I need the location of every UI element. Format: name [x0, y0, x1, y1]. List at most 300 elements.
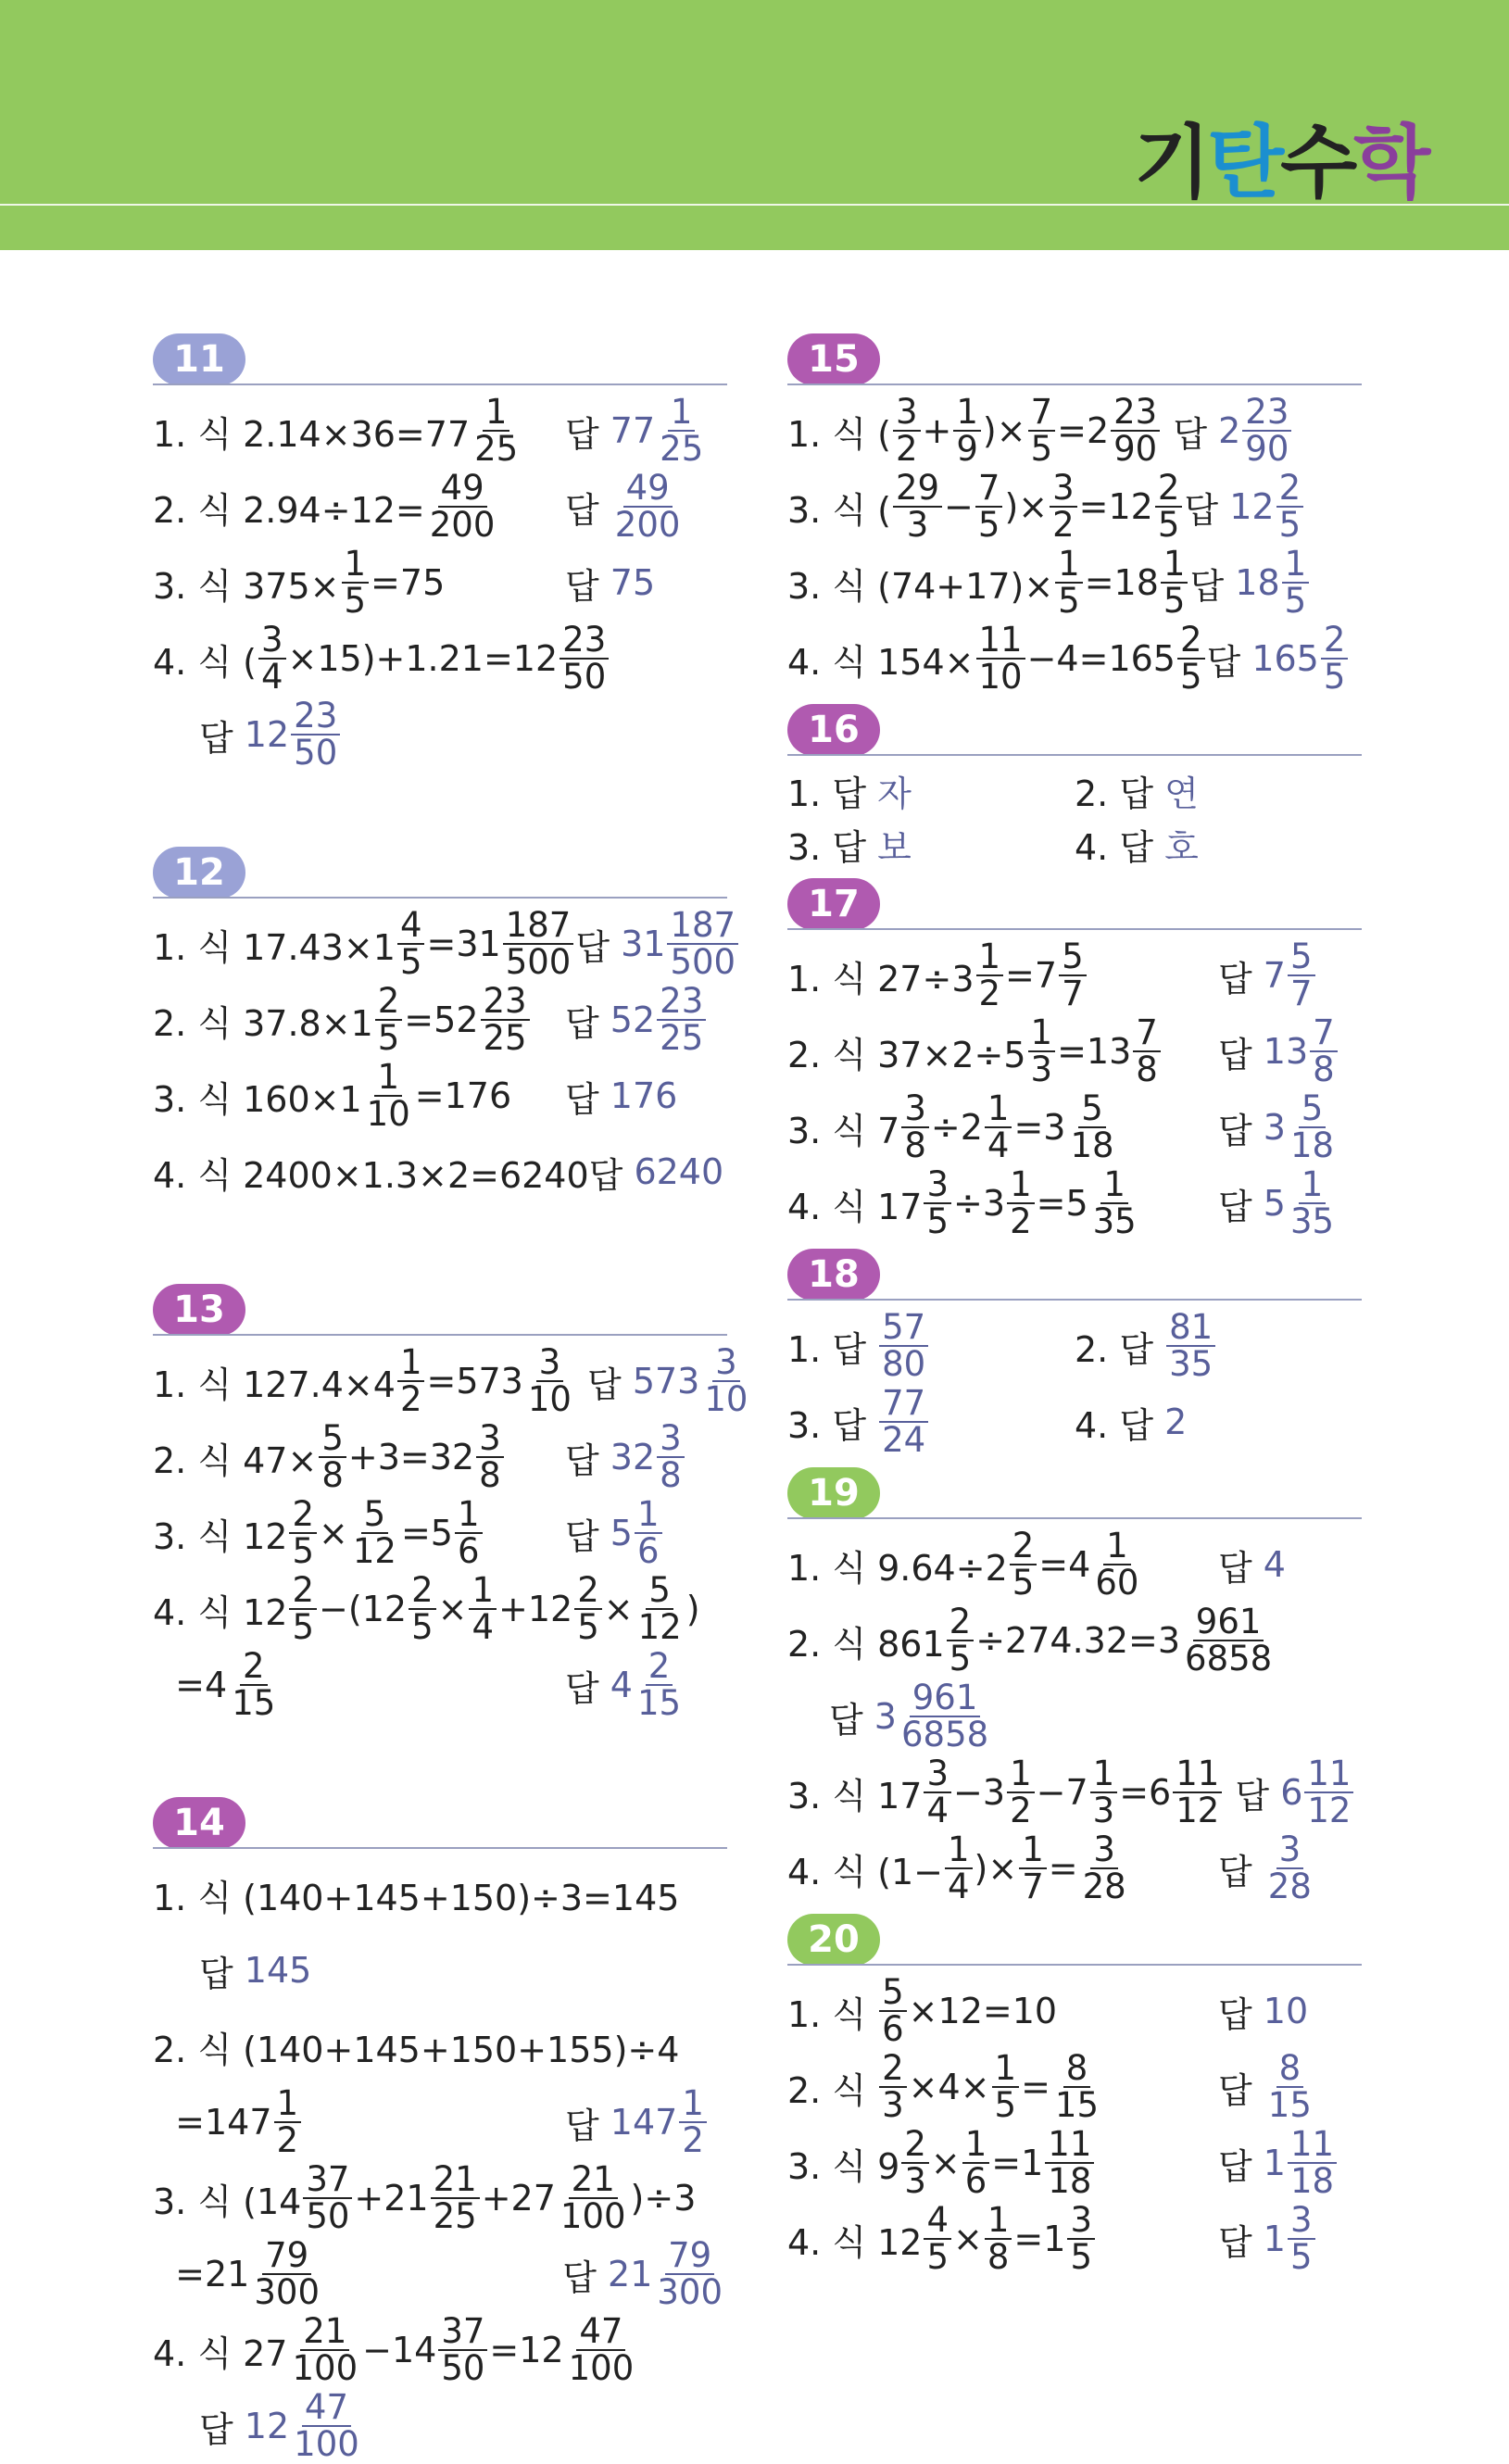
- answer-fraction: [1282, 544, 1310, 621]
- expression-text: 1. 식 127.4×4: [153, 1364, 396, 1405]
- answer-fraction: [1288, 2200, 1315, 2277]
- expression-text: 3. 식 9: [787, 2145, 900, 2187]
- expression-text: =1: [991, 2143, 1044, 2183]
- numerator: 2: [289, 1497, 317, 1534]
- answer-value: 7: [1263, 955, 1286, 996]
- answer-fraction: [1321, 622, 1349, 695]
- expression-text: =7: [1005, 955, 1058, 996]
- answer-value: 165: [1251, 638, 1319, 679]
- denominator: 18: [1070, 1125, 1114, 1165]
- fraction: [229, 1646, 278, 1723]
- section-header: [787, 878, 1362, 930]
- denominator: 15: [1054, 2085, 1100, 2125]
- denominator: 2: [276, 2120, 299, 2160]
- expression-text: 답: [199, 2408, 245, 2450]
- expression-text: ×4×: [908, 2067, 990, 2107]
- denominator: 15: [636, 1683, 682, 1723]
- expression-text: )×: [974, 1848, 1018, 1889]
- brand-char: 탄: [1207, 117, 1281, 209]
- problem-line: [153, 1342, 748, 1419]
- denominator: 8: [1136, 1050, 1158, 1089]
- answer-line: [787, 1308, 1075, 1384]
- denominator: 100: [560, 2196, 626, 2236]
- expression-text: 3. 식 (: [787, 489, 891, 531]
- expression-text: 3. 식 12: [153, 1515, 288, 1557]
- expression-text: 답: [199, 717, 245, 759]
- fraction: [476, 1418, 504, 1495]
- numerator: 23: [1111, 395, 1160, 432]
- numerator: 2: [574, 1573, 602, 1610]
- expression-text: 답: [1189, 565, 1236, 607]
- answer-value: 12: [1229, 486, 1275, 527]
- fraction: [1092, 1528, 1141, 1601]
- problem-line: [153, 697, 727, 773]
- answer-value: 4: [1263, 1544, 1286, 1585]
- answer-fraction: [1265, 2048, 1314, 2125]
- denominator: 5: [926, 1201, 949, 1241]
- denominator: 100: [292, 2348, 358, 2388]
- answer-value: 6240: [634, 1151, 724, 1192]
- fraction: [1173, 1756, 1222, 1829]
- answer-fraction: [654, 2235, 725, 2312]
- expression-text: 답: [1224, 1775, 1281, 1817]
- section-header: [153, 847, 727, 899]
- answer-pair-row: [787, 763, 1362, 817]
- expression-text: =4: [1038, 1544, 1091, 1585]
- denominator: 500: [670, 942, 736, 982]
- numerator: 1: [469, 1573, 497, 1610]
- answer-value: 13: [1263, 1031, 1309, 1072]
- answer-fraction: [612, 468, 684, 545]
- expression-text: 답: [565, 1002, 610, 1044]
- denominator: 3: [1092, 1791, 1115, 1830]
- numerator: 49: [623, 471, 673, 508]
- fraction: [901, 1088, 929, 1165]
- fraction: [251, 2235, 322, 2312]
- expression-text: 2. 식 37.8×1: [153, 1002, 373, 1044]
- expression-text: ): [685, 1589, 700, 1629]
- expression-text: 2. 식: [787, 2069, 878, 2111]
- numerator: 3: [924, 1167, 951, 1204]
- fraction: [1182, 1604, 1275, 1677]
- expression-text: ×: [319, 1513, 348, 1553]
- expression-text: 답: [1218, 958, 1264, 999]
- answer-fraction: [1242, 392, 1291, 469]
- denominator: 2: [399, 1379, 422, 1419]
- fraction: [1019, 1829, 1047, 1906]
- expression-text: =5: [1036, 1183, 1088, 1224]
- expression-text: 답: [1218, 2221, 1264, 2263]
- denominator: 100: [568, 2348, 635, 2388]
- numerator: 3: [924, 1756, 951, 1793]
- answer-fraction: [1304, 1756, 1353, 1829]
- denominator: 25: [660, 1018, 704, 1058]
- fraction: [1010, 1528, 1037, 1601]
- problem-line: [787, 1165, 1362, 1241]
- numerator: 1: [985, 2203, 1012, 2240]
- numerator: 1: [668, 395, 696, 432]
- denominator: 5: [1012, 1563, 1035, 1603]
- expression-text: 3. 식 7: [787, 1110, 900, 1151]
- denominator: 3: [906, 505, 929, 545]
- section-header: [153, 1284, 727, 1336]
- expression-text: 4. 식 (1−: [787, 1851, 943, 1892]
- expression-text: 1. 식 2.14×36=77: [153, 413, 471, 455]
- numerator: 1: [962, 2127, 990, 2164]
- denominator: 8: [987, 2237, 1010, 2277]
- expression-text: =52: [404, 999, 479, 1040]
- fraction: [472, 392, 521, 469]
- expression-text: −(12: [319, 1589, 408, 1629]
- denominator: 4: [260, 657, 283, 697]
- answer-line: [1075, 1308, 1362, 1384]
- expression-text: 답: [1218, 1186, 1264, 1227]
- denominator: 5: [1058, 581, 1080, 621]
- numerator: 37: [303, 2162, 352, 2199]
- fraction: [289, 1570, 317, 1647]
- expression-text: ÷3: [953, 1183, 1006, 1224]
- answer-value: 31: [621, 924, 666, 964]
- numerator: 187: [667, 908, 738, 945]
- denominator: 5: [1284, 581, 1307, 621]
- denominator: 3: [882, 2085, 904, 2125]
- answer-fraction: [701, 1342, 750, 1419]
- numerator: 3: [258, 622, 286, 660]
- expression-text: 4. 식 154×: [787, 641, 975, 683]
- denominator: 5: [926, 2237, 949, 2277]
- numerator: 3: [1067, 2203, 1095, 2240]
- numerator: 3: [536, 1345, 564, 1382]
- fraction: [1055, 544, 1083, 621]
- answer-value: 1: [1263, 2143, 1286, 2183]
- numerator: 77: [879, 1386, 928, 1423]
- numerator: 2: [289, 1573, 317, 1610]
- expression-text: 답: [562, 2257, 609, 2298]
- denominator: 5: [1179, 657, 1202, 697]
- numerator: 47: [302, 2390, 351, 2427]
- denominator: 50: [306, 2196, 350, 2236]
- denominator: 7: [1062, 974, 1084, 1013]
- problem-section: [787, 1467, 1362, 1906]
- numerator: 1: [1007, 1756, 1035, 1793]
- expression-text: 답: [1218, 1034, 1264, 1075]
- section-number-badge: 14: [153, 1797, 245, 1849]
- expression-text: =: [1021, 2067, 1050, 2107]
- answer-fraction: [1310, 1012, 1338, 1089]
- expression-text: =12: [489, 2330, 564, 2370]
- denominator: 7: [1289, 974, 1313, 1013]
- numerator: 3: [476, 1421, 504, 1458]
- answer-fraction: [1276, 468, 1304, 545]
- numerator: 1: [1100, 1167, 1128, 1204]
- fraction: [1067, 1088, 1116, 1165]
- denominator: 6: [458, 1531, 480, 1571]
- denominator: 3: [904, 2161, 926, 2201]
- fraction: [289, 1494, 317, 1571]
- section-rule: [153, 1334, 727, 1336]
- problem-line: [787, 469, 1362, 545]
- numerator: 187: [503, 908, 574, 945]
- fraction: [560, 622, 609, 695]
- header-band: [0, 0, 1509, 250]
- numerator: 3: [712, 1345, 740, 1382]
- problem-line: [153, 1134, 727, 1210]
- denominator: 25: [433, 2196, 477, 2236]
- denominator: 6: [882, 2009, 904, 2049]
- denominator: 12: [1307, 1791, 1352, 1830]
- problem-line: [153, 2084, 727, 2160]
- fraction: [274, 2083, 302, 2160]
- numerator: 1: [374, 1060, 402, 1097]
- section-number-badge: 12: [153, 847, 245, 899]
- fraction: [525, 1342, 574, 1419]
- problem-line: [787, 545, 1362, 621]
- answer-fraction: [1288, 939, 1315, 1012]
- expression-text: =31: [426, 924, 501, 964]
- answer-fraction: [1288, 1164, 1337, 1241]
- denominator: 80: [882, 1344, 926, 1384]
- denominator: 18: [1289, 1125, 1335, 1165]
- numerator: 1: [679, 2086, 707, 2123]
- expression-text: =147: [153, 2102, 272, 2143]
- numerator: 81: [1166, 1310, 1215, 1347]
- section-number-badge: 19: [787, 1467, 880, 1519]
- fraction: [1161, 544, 1188, 621]
- expression-text: −: [944, 486, 974, 527]
- answer-value: 호: [1164, 826, 1199, 868]
- fraction: [975, 468, 1003, 545]
- section-header: [153, 1797, 727, 1849]
- denominator: 10: [978, 657, 1023, 697]
- denominator: 5: [1278, 505, 1302, 545]
- expression-text: ×: [437, 1589, 468, 1629]
- denominator: 10: [704, 1379, 748, 1419]
- answer-fraction: [657, 392, 706, 469]
- fraction: [985, 1088, 1012, 1165]
- problem-section: [153, 1797, 727, 2464]
- fraction: [319, 1418, 346, 1495]
- section-number-badge: 17: [787, 878, 880, 930]
- numerator: 1: [1299, 1167, 1327, 1204]
- expression-text: 2. 답: [1075, 1328, 1165, 1370]
- section-number-badge: 20: [787, 1914, 880, 1966]
- denominator: 300: [657, 2272, 723, 2312]
- answer-value: 12: [244, 714, 290, 755]
- problem-line: [153, 2160, 727, 2236]
- numerator: 3: [1276, 1832, 1304, 1869]
- section-header: [787, 333, 1362, 385]
- numerator: 7: [1028, 395, 1056, 432]
- denominator: 5: [1289, 2237, 1313, 2277]
- expression-text: 답: [199, 1953, 245, 1994]
- denominator: 2: [1010, 1791, 1032, 1830]
- numerator: 1: [976, 939, 1004, 976]
- expression-text: =1: [1013, 2219, 1066, 2259]
- numerator: 2: [1177, 622, 1205, 660]
- problem-line: [787, 621, 1362, 697]
- expression-text: =13: [1057, 1031, 1132, 1072]
- numerator: 23: [657, 984, 706, 1021]
- problem-line: [153, 982, 727, 1058]
- fraction: [1007, 1164, 1035, 1241]
- numerator: 7: [1310, 1015, 1338, 1052]
- denominator: 18: [1289, 2161, 1335, 2201]
- expression-text: =2: [1057, 410, 1110, 451]
- denominator: 8: [321, 1455, 344, 1495]
- denominator: 5: [292, 1531, 315, 1571]
- expression-text: 답: [1218, 2069, 1264, 2111]
- section-header: [787, 1467, 1362, 1519]
- denominator: 200: [429, 505, 496, 545]
- section-number-badge: 16: [787, 704, 880, 756]
- expression-text: ÷2: [930, 1107, 983, 1148]
- problem-line: [153, 469, 727, 545]
- numerator: 23: [1242, 395, 1291, 432]
- expression-text: )×: [982, 410, 1026, 451]
- answer-value: 52: [610, 999, 656, 1040]
- answer-value: 1: [1263, 2219, 1286, 2259]
- numerator: 5: [1078, 1091, 1106, 1128]
- numerator: 1: [1007, 1167, 1035, 1204]
- numerator: 1: [397, 1345, 425, 1382]
- fraction: [1028, 1012, 1056, 1089]
- expression-text: =5: [400, 1513, 453, 1553]
- section-number-badge: 11: [153, 333, 245, 385]
- numerator: 49: [438, 471, 487, 508]
- expression-text: =6: [1119, 1772, 1172, 1813]
- section-rule: [153, 383, 727, 385]
- answer-fraction: [291, 2387, 362, 2464]
- fraction: [976, 939, 1004, 1012]
- numerator: 79: [665, 2238, 714, 2275]
- numerator: 2: [240, 1649, 268, 1686]
- problem-line: [787, 1830, 1362, 1906]
- denominator: 4: [947, 1867, 970, 1906]
- denominator: 35: [1092, 1201, 1137, 1241]
- expression-text: 3. 답: [787, 826, 878, 868]
- denominator: 5: [411, 1607, 434, 1647]
- expression-text: 답: [565, 565, 610, 607]
- fraction: [1028, 392, 1056, 469]
- section-rule: [787, 1299, 1362, 1301]
- denominator: 6: [636, 1531, 660, 1571]
- expression-text: 1. 식 (140+145+150)÷3=145: [153, 1877, 680, 1918]
- expression-text: 답: [1218, 1851, 1264, 1892]
- expression-text: 3. 식 (14: [153, 2181, 302, 2222]
- numerator: 29: [893, 471, 942, 508]
- answer-fraction: [1166, 1307, 1215, 1384]
- problem-section: [787, 1249, 1362, 1460]
- problem-line: [153, 1419, 727, 1495]
- expression-text: 1. 식 9.64÷2: [787, 1547, 1008, 1589]
- fraction: [992, 2048, 1020, 2125]
- numerator: 21: [431, 2162, 480, 2199]
- numerator: 23: [481, 984, 530, 1021]
- denominator: 25: [483, 1018, 527, 1058]
- denominator: 35: [1289, 1201, 1335, 1241]
- numerator: 5: [1288, 939, 1315, 976]
- denominator: 100: [294, 2424, 359, 2464]
- expression-text: 답: [565, 1667, 610, 1709]
- problem-section: [787, 1914, 1362, 2277]
- expression-text: 1. 답: [787, 773, 878, 814]
- numerator: 1: [635, 1497, 662, 1534]
- section-rule: [787, 928, 1362, 930]
- problem-line: [787, 1089, 1362, 1165]
- numerator: 2: [409, 1573, 436, 1610]
- answer-line: [1075, 1384, 1362, 1460]
- numerator: 1: [1028, 1015, 1056, 1052]
- expression-text: 답: [1218, 1110, 1264, 1151]
- expression-text: 답: [565, 1515, 610, 1557]
- problem-line: [153, 1856, 727, 1932]
- denominator: 5: [292, 1607, 315, 1647]
- section-header: [787, 1249, 1362, 1301]
- answer-value: 12: [244, 2406, 290, 2446]
- denominator: 10: [527, 1379, 572, 1419]
- answer-value: 2: [1164, 1402, 1188, 1442]
- fraction: [303, 2159, 352, 2236]
- numerator: 11: [1304, 1756, 1353, 1793]
- denominator: 4: [987, 1125, 1010, 1165]
- section-number-badge: 15: [787, 333, 880, 385]
- answer-line: [1075, 817, 1362, 871]
- denominator: 4: [926, 1791, 949, 1830]
- fraction: [962, 2124, 990, 2201]
- denominator: 24: [882, 1420, 926, 1460]
- numerator: 4: [924, 2203, 951, 2240]
- expression-text: 1. 식 27÷3: [787, 958, 975, 999]
- fraction: [924, 2200, 951, 2277]
- expression-text: 답: [1184, 489, 1230, 531]
- expression-text: 4. 식 12: [153, 1591, 288, 1633]
- fraction: [1090, 1164, 1139, 1241]
- numerator: 3: [1090, 1832, 1118, 1869]
- fraction: [1050, 468, 1077, 545]
- problem-line: [787, 1678, 1362, 1754]
- denominator: 5: [399, 942, 422, 982]
- problem-line: [787, 1013, 1362, 1089]
- numerator: 5: [319, 1421, 346, 1458]
- brand-char: 기: [1134, 117, 1208, 209]
- answer-value: 32: [610, 1437, 656, 1477]
- fraction: [558, 2159, 629, 2236]
- fraction: [427, 468, 498, 545]
- answer-line: [787, 763, 1075, 817]
- problem-line: [153, 393, 727, 469]
- expression-text: 답: [565, 1439, 610, 1481]
- numerator: 3: [1050, 471, 1077, 508]
- expression-text: −3: [953, 1772, 1006, 1813]
- expression-text: +: [922, 410, 952, 451]
- numerator: 8: [1276, 2051, 1304, 2088]
- expression-text: ×12=10: [908, 1991, 1058, 2031]
- numerator: 2: [901, 2127, 929, 2164]
- answer-line: [787, 1384, 1075, 1460]
- fraction: [455, 1494, 483, 1571]
- fraction: [1080, 1829, 1129, 1906]
- numerator: 2: [1276, 471, 1304, 508]
- denominator: 200: [614, 505, 681, 545]
- section-rule: [787, 754, 1362, 756]
- denominator: 5: [1030, 429, 1053, 469]
- denominator: 12: [352, 1531, 396, 1571]
- expression-text: 4. 식 (: [153, 641, 257, 683]
- expression-text: 2. 식 861: [787, 1623, 945, 1665]
- answer-fraction: [291, 698, 340, 771]
- section-rule: [787, 1517, 1362, 1519]
- expression-text: 답: [575, 1364, 633, 1405]
